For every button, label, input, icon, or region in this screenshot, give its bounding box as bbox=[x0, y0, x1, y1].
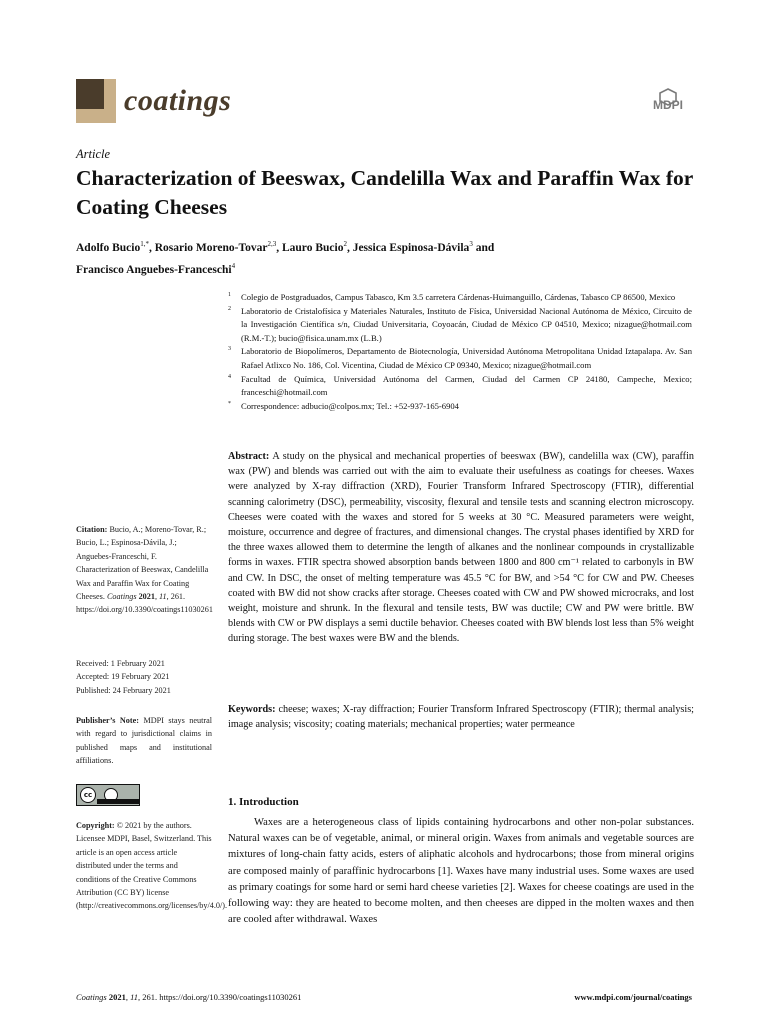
affiliation-number: 1 bbox=[228, 292, 231, 298]
copyright-text: © 2021 by the authors. Licensee MDPI, Basel, Switzerland. This article is an open access article distributed under the terms and conditions of the Creative Commons Attribution (CC BY) license (http://creativecommons.org/licenses/by/4.0/). bbox=[76, 821, 228, 911]
affiliation-text: Laboratorio de Biopolímeros, Departamento de Biotecnología, Universidad Autónoma Metropolitana Unidad Iztapalapa. Av. San Rafael Atlixco No. 186, Col. Vicentina, Ciudad de México CP 09340, Mexico; nizague@hotmail.com bbox=[241, 346, 692, 370]
publisher-note-text: MDPI stays neutral with regard to jurisdictional claims in published maps and institutional affiliations. bbox=[76, 716, 213, 766]
abstract-text: A study on the physical and mechanical properties of beeswax (BW), candelilla wax (CW), paraffin wax (PW) and blends was carried out with the aim to evaluate their usefulness as coatings for cheeses. Waxes were analyzed by X-ray diffraction (XRD), Fourier Transform Infrared Spectroscopy (FTIR), differential scanning calorimetry (DSC), permeability, viscosity, flexural and tensile tests and scanning electron microscopy. Cheeses were coated with the waxes and stored for 5 weeks at 30 °C. Measured parameters were weight, moisture, occurrence and degree of fractures, and dimensional changes. The crystal phases identified by XRD for the three waxes allowed them to determine the length of alkanes and the nonlinear compounds in crystallizable forms in waxes. FTIR spectra showed absorption bands between 1800 and 800 cm⁻¹ related to carbonyls in BW and CW. In DSC, the onset of melting temperature was 45.5 °C for BW, and >54 °C for CW and PW. Cheeses coated with BW did not show cracks after storage. Cheeses coated with CW and PW showed microcraks, and lost weight, moisture and shrunk. In the flexural and tensile tests, BW was ductile; CW and PW were brittle. BW blends with CW or PW displays a semi ductile behavior. Cheeses coated with BW blends lost less than 5% weight during storage. The best waxes were BW and the blends. bbox=[228, 451, 694, 645]
citation-text: Bucio, A.; Moreno-Tovar, R.; Bucio, L.; Espinosa-Dávila, J.; Anguebes-Franceschi, F. Characterization of Beeswax, Candelilla Wax and Paraffin Wax for Coating Cheeses. bbox=[76, 525, 209, 602]
correspondence bbox=[228, 400, 692, 414]
footer-doi[interactable]: , 261. https://doi.org/10.3390/coatings11030261 bbox=[137, 992, 302, 1002]
footer-journal: Coatings bbox=[76, 992, 107, 1002]
author-affil-marker: 2,3 bbox=[267, 240, 277, 248]
author-name: Jessica Espinosa-Dávila bbox=[352, 241, 470, 254]
paper-title: Characterization of Beeswax, Candelilla Wax and Paraffin Wax for Coating Cheeses bbox=[76, 166, 693, 219]
keywords bbox=[228, 702, 694, 732]
affiliation-item bbox=[228, 373, 692, 400]
affiliation-number: 4 bbox=[228, 373, 231, 380]
footer-volume: 11 bbox=[130, 992, 138, 1002]
publisher-note-label: Publisher’s Note: bbox=[76, 716, 139, 725]
journal-logo-icon bbox=[76, 79, 116, 123]
citation-doi[interactable]: 261. https://doi.org/10.3390/coatings11030261 bbox=[76, 592, 213, 615]
dates-block bbox=[76, 657, 212, 697]
affiliation-text: Colegio de Postgraduados, Campus Tabasco, Km 3.5 carretera Cárdenas-Huimanguillo, Cárdenas, Tabasco CP 86500, Mexico bbox=[241, 292, 676, 302]
affiliation-item bbox=[228, 291, 692, 305]
citation-block: Citation: Bucio, A.; Moreno-Tovar, R.; Bucio, L.; Espinosa-Dávila, J.; Anguebes-Franceschi, F. Characterization of Beeswax, Candelilla Wax and Paraffin Wax for Coating Cheeses. Coatings 2021, 11, 261. https://doi.org/10.3390/coatings11030261 bbox=[76, 525, 213, 615]
author-name: Lauro Bucio bbox=[281, 241, 344, 254]
copyright-label: Copyright: bbox=[76, 821, 115, 830]
section-heading: 1. Introduction bbox=[228, 796, 299, 808]
cc-icon: cc bbox=[80, 787, 96, 803]
affiliation-text: Laboratorio de Cristalofísica y Materiales Naturales, Instituto de Física, Universidad Nacional Autónoma de México, Circuito de la Investigación Científica s/n, Ciudad Universitaria, Coyoacán, Ciudad de México CP 04510, Mexico; nizague@hotmail.com (R.M.-T.); bucio@fisica.unam.mx (L.B.) bbox=[241, 305, 692, 343]
mdpi-logo-text: MDPI bbox=[653, 98, 683, 112]
keywords-text: cheese; waxes; X-ray diffraction; Fourier Transform Infrared Spectroscopy (FTIR); thermal analysis; image analysis; viscosity; coating materials; mechanical properties; water permeance bbox=[228, 704, 694, 731]
footer-citation: Coatings 2021, 11, 261. https://doi.org/10.3390/coatings11030261 bbox=[76, 992, 302, 1002]
mdpi-logo bbox=[640, 88, 696, 114]
published-date: Published: 24 February 2021 bbox=[76, 685, 171, 695]
copyright-block bbox=[76, 819, 228, 913]
author-affil-marker: 1,* bbox=[140, 240, 149, 248]
abstract bbox=[228, 449, 694, 647]
author-name: Francisco Anguebes-Franceschi bbox=[76, 263, 232, 276]
introduction-paragraph: Waxes are a heterogeneous class of lipids containing hydrocarbons and other non-polar substances. Natural waxes can be of vegetable, animal, or mineral origin. Waxes from animals and vegetable sources are mixtures of long-chain fatty acids, esters of aliphatic alcohols and hydrocarbons; those from mineral origins are composed mainly of paraffinic hydrocarbons [1]. Waxes have many industrial uses. Some waxes are used as primary coatings for some hard or semi hard cheese varieties [2]. Waxes for cheese coatings are used in the following way: they are heated to become molten, and then cheeses are dipped in the molten waxes and then are cooled after withdrawal. Waxes bbox=[228, 817, 694, 926]
journal-name: coatings bbox=[124, 84, 232, 117]
affiliation-text: Facultad de Química, Universidad Autónoma del Carmen, Ciudad del Carmen CP 24180, Campeche, Mexico; franceschi@hotmail.com bbox=[241, 373, 692, 398]
author-name: Rosario Moreno-Tovar bbox=[154, 241, 268, 254]
author-conjunction: and bbox=[475, 241, 495, 254]
affiliation-item bbox=[228, 345, 692, 372]
keywords-label: Keywords: bbox=[228, 704, 276, 715]
author-list: Adolfo Bucio$^{1,*}$, Rosario Moreno-Tovar$^{2,3}$, Lauro Bucio$^2$, Jessica Espinosa-Dávila$^3$ and Francisco Anguebes-Franceschi$^4$ bbox=[76, 240, 495, 276]
citation-year: 2021 bbox=[138, 592, 155, 602]
footer-year: 2021 bbox=[108, 992, 126, 1002]
received-date: Received: 1 February 2021 bbox=[76, 659, 165, 668]
affiliation-item bbox=[228, 305, 692, 346]
article-type: Article bbox=[76, 147, 111, 161]
author-affil-marker: 3 bbox=[469, 240, 473, 248]
author-name: Adolfo Bucio bbox=[76, 241, 141, 254]
citation-journal: Coatings bbox=[106, 592, 137, 602]
affiliation-number: 3 bbox=[228, 346, 231, 353]
publisher-note bbox=[76, 714, 212, 768]
accepted-date: Accepted: 19 February 2021 bbox=[76, 672, 170, 682]
author-affil-marker: 4 bbox=[231, 261, 236, 270]
footer-website-link[interactable]: www.mdpi.com/journal/coatings bbox=[574, 992, 692, 1002]
affiliation-text: Correspondence: adbucio@colpos.mx; Tel.: +52-937-165-6904 bbox=[241, 400, 459, 411]
abstract-label: Abstract: bbox=[228, 451, 270, 462]
affiliations bbox=[228, 291, 692, 413]
citation-volume: 11 bbox=[159, 592, 167, 602]
cc-by-license-icon[interactable] bbox=[76, 784, 140, 806]
citation-label: Citation: bbox=[76, 525, 108, 534]
author-affil-marker: 2 bbox=[343, 240, 347, 248]
affiliation-number: 2 bbox=[228, 305, 231, 312]
affiliation-number: * bbox=[228, 400, 231, 407]
